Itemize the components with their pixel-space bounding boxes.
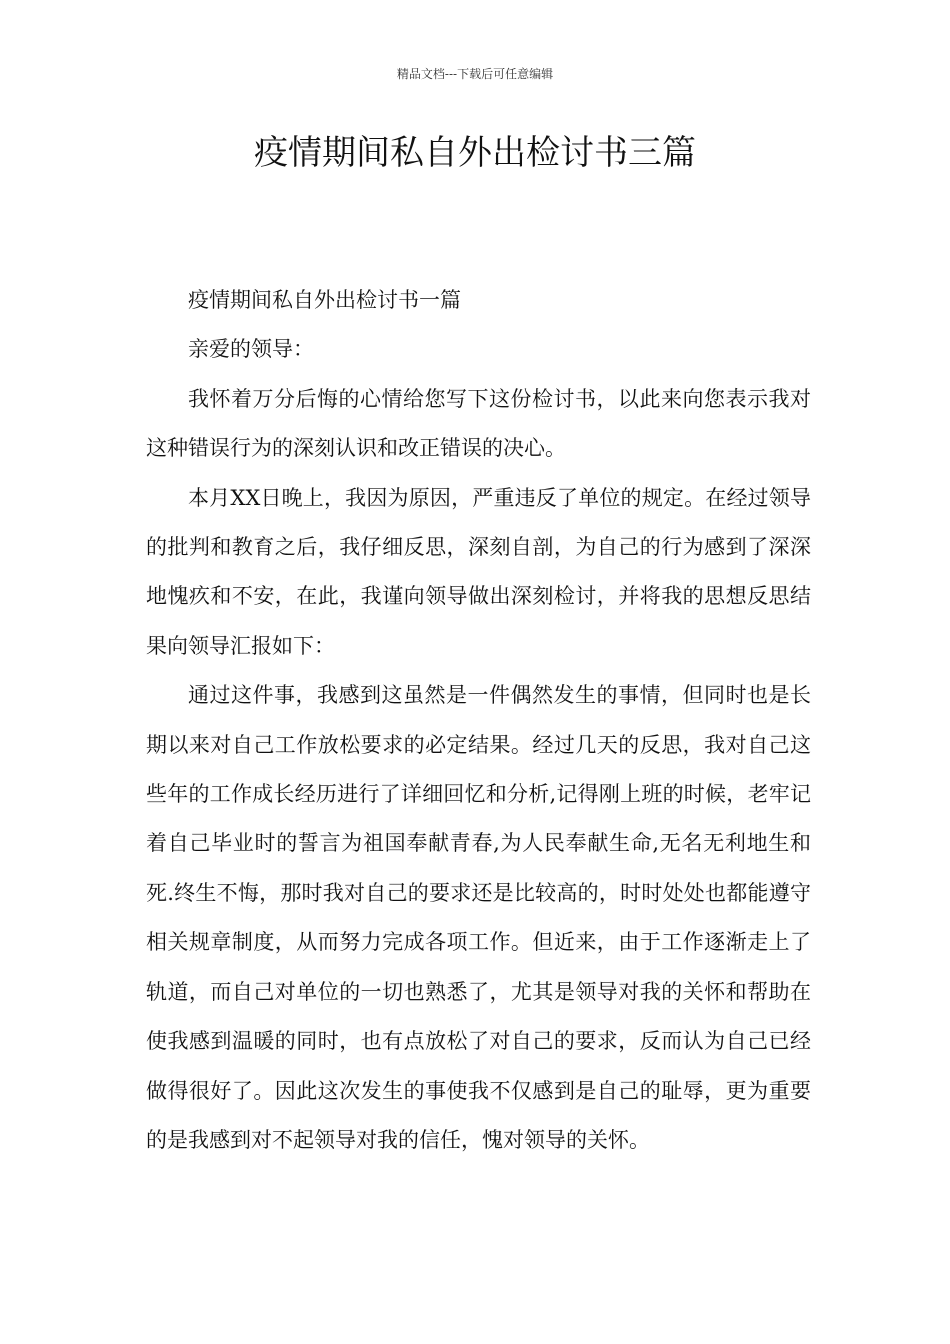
body-paragraph: 通过这件事，我感到这虽然是一件偶然发生的事情，但同时也是长期以来对自己工作放松要求的必定结果。经过几天的反思，我对自己这些年的工作成长经历进行了详细回忆和分析,记得刚上班的时候，老牢记着自己毕业时的誓言为祖国奉献青春,为人民奉献生命,无名无利地生和死.终生不悔，那时我对自己的要求还是比较高的，时时处处也都能遵守相关规章制度，从而努力完成各项工作。但近来，由于工作逐渐走上了轨道，而自己对单位的一切也熟悉了，尤其是领导对我的关怀和帮助在使我感到温暖的同时，也有点放松了对自己的要求，反而认为自己已经做得很好了。因此这次发生的事使我不仅感到是自己的耻辱，更为重要的是我感到对不起领导对我的信任，愧对领导的关怀。 xyxy=(146,683,811,1152)
document-title: 疫情期间私自外出检讨书三篇 xyxy=(254,133,696,173)
body-paragraph: 本月XX日晚上，我因为原因，严重违反了单位的规定。在经过领导的批判和教育之后，我仔细反思，深刻自剖，为自己的行为感到了深深地愧疚和不安，在此，我谨向领导做出深刻检讨，并将我的思想反思结果向领导汇报如下： xyxy=(146,485,811,658)
document-body xyxy=(146,276,811,1165)
section-heading: 疫情期间私自外出检讨书一篇 xyxy=(188,288,461,312)
salutation: 亲爱的领导： xyxy=(188,337,314,362)
header-note: 精品文档---下载后可任意编辑 xyxy=(396,67,554,81)
body-paragraph: 我怀着万分后悔的心情给您写下这份检讨书，以此来向您表示我对这种错误行为的深刻认识和改正错误的决心。 xyxy=(146,386,811,461)
